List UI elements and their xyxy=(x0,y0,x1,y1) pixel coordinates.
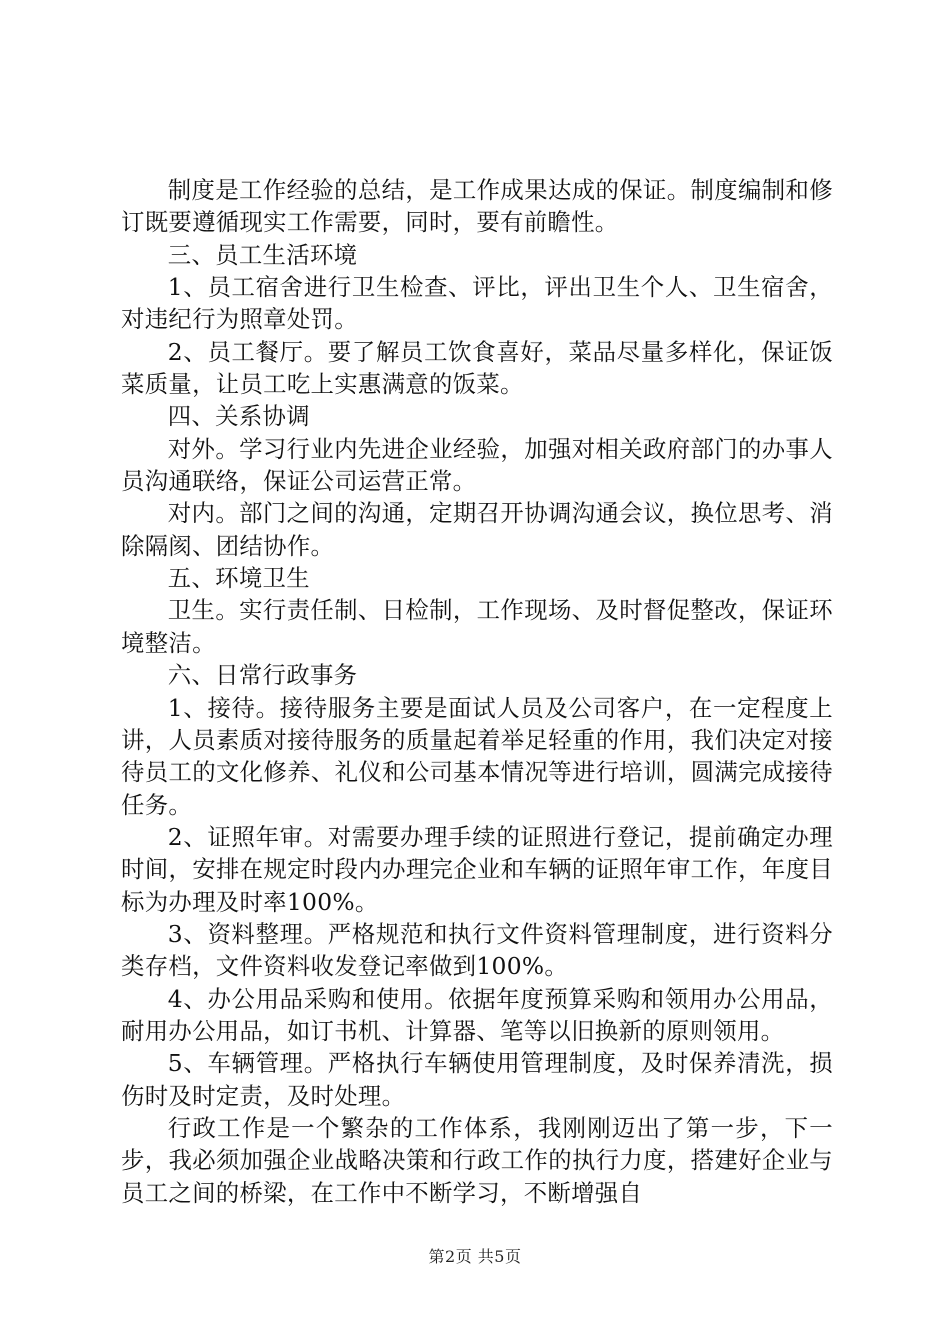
paragraph-reception: 1、接待。接待服务主要是面试人员及公司客户，在一定程度上讲，人员素质对接待服务的质量起着举足轻重的作用，我们决定对接待员工的文化修养、礼仪和公司基本情况等进行培训，圆满完成接待任务。 xyxy=(121,693,833,819)
paragraph-vehicles: 5、车辆管理。严格执行车辆使用管理制度，及时保养清洗，损伤时及时定责，及时处理。 xyxy=(121,1049,833,1110)
paragraph-canteen: 2、员工餐厅。要了解员工饮食喜好，菜品尽量多样化，保证饭菜质量，让员工吃上实惠满意的饭菜。 xyxy=(121,337,833,399)
paragraph-license-review: 2、证照年审。对需要办理手续的证照进行登记，提前确定办理时间，安排在规定时段内办理完企业和车辆的证照年审工作，年度目标为办理及时率100%。 xyxy=(121,822,833,916)
paragraph-records: 3、资料整理。严格规范和执行文件资料管理制度，进行资料分类存档，文件资料收发登记率做到100%。 xyxy=(121,919,833,981)
section-heading-living-environment: 三、员工生活环境 xyxy=(167,240,358,269)
section-heading-hygiene: 五、环境卫生 xyxy=(167,564,310,593)
document-body xyxy=(121,174,833,1209)
paragraph-system-summary: 制度是工作经验的总结，是工作成果达成的保证。制度编制和修订既要遵循现实工作需要，同时，要有前瞻性。 xyxy=(121,176,833,237)
paragraph-office-supplies: 4、办公用品采购和使用。依据年度预算采购和领用办公用品，耐用办公用品，如订书机、计算器、笔等以旧换新的原则领用。 xyxy=(121,984,833,1045)
section-heading-relations: 四、关系协调 xyxy=(167,402,310,431)
paragraph-internal-relations: 对内。部门之间的沟通，定期召开协调沟通会议，换位思考、消除隔阂、团结协作。 xyxy=(121,499,833,560)
section-heading-daily-admin: 六、日常行政事务 xyxy=(167,661,358,690)
paragraph-external-relations: 对外。学习行业内先进企业经验，加强对相关政府部门的办事人员沟通联络，保证公司运营正常。 xyxy=(121,434,833,496)
paragraph-dormitory: 1、员工宿舍进行卫生检查、评比，评出卫生个人、卫生宿舍，对违纪行为照章处罚。 xyxy=(121,273,833,334)
page-number-footer: 第2页 共5页 xyxy=(428,1247,522,1266)
paragraph-conclusion: 行政工作是一个繁杂的工作体系，我刚刚迈出了第一步，下一步，我必须加强企业战略决策和行政工作的执行力度，搭建好企业与员工之间的桥梁，在工作中不断学习，不断增强自 xyxy=(121,1113,833,1207)
paragraph-hygiene: 卫生。实行责任制、日检制，工作现场、及时督促整改，保证环境整洁。 xyxy=(121,596,833,657)
